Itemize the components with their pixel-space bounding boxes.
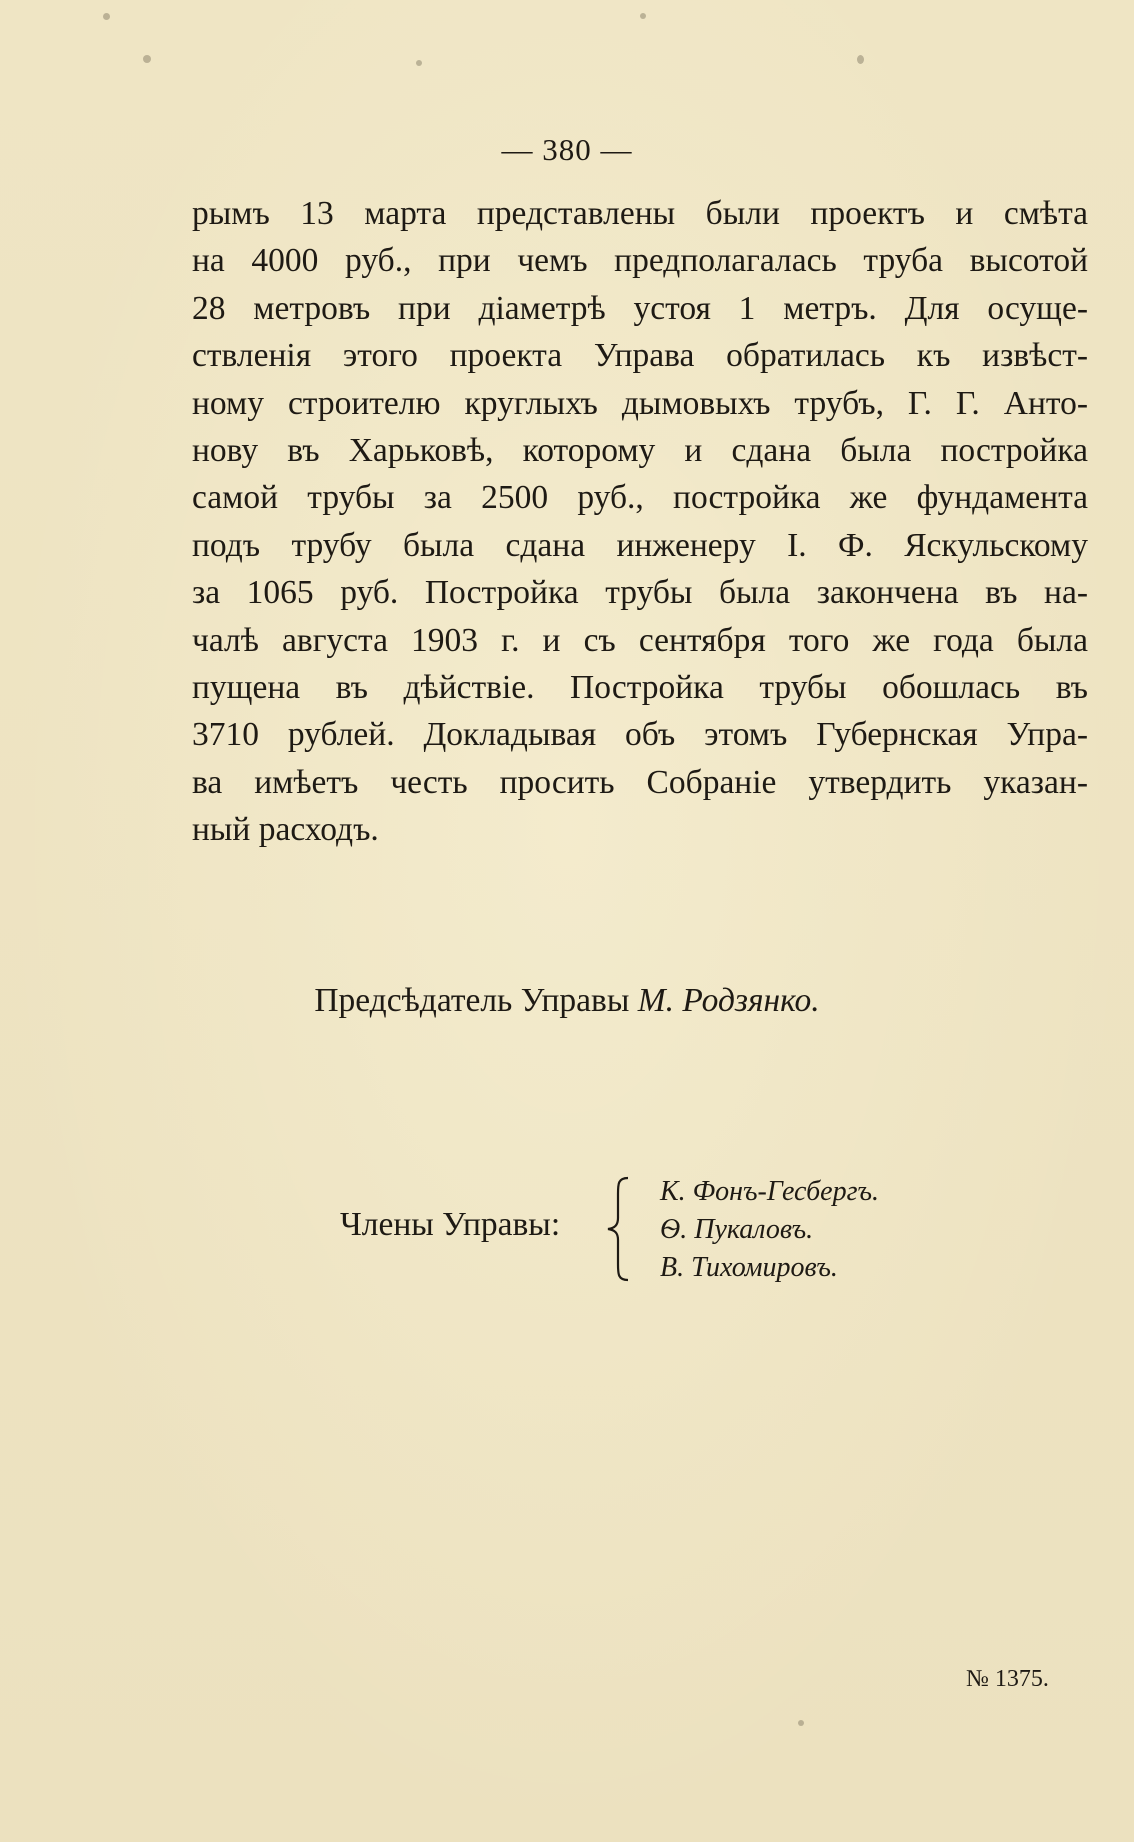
member-name: К. Фонъ-Гесбергъ. bbox=[660, 1176, 880, 1207]
text-line: ва имѣетъ честь просить Собраніе утвердить указан- bbox=[192, 763, 1088, 801]
ink-spot bbox=[416, 60, 422, 66]
text-line: нову въ Харьковѣ, которому и сдана была постройка bbox=[192, 431, 1088, 469]
text-line: рымъ 13 марта представлены были проектъ и смѣта bbox=[192, 195, 1088, 232]
body-paragraph bbox=[192, 190, 1088, 853]
text-line: 3710 рублей. Докладывая объ этомъ Губернская Упра- bbox=[192, 716, 1088, 754]
text-line: на 4000 руб., при чемъ предполагалась труба высотой bbox=[192, 242, 1088, 280]
text-line: пущена въ дѣйствіе. Постройка трубы обошлась въ bbox=[192, 668, 1088, 706]
page-number: — 380 — bbox=[501, 132, 633, 167]
member-name: В. Тихомировъ. bbox=[660, 1252, 838, 1283]
ink-spot bbox=[103, 13, 110, 20]
curly-brace-icon bbox=[604, 1176, 634, 1282]
text-line: ствленія этого проекта Управа обратилась къ извѣст- bbox=[192, 337, 1088, 375]
ink-spot bbox=[857, 55, 864, 64]
members-label: Члены Управы: bbox=[340, 1206, 561, 1243]
text-line: самой трубы за 2500 руб., постройка же фундамента bbox=[192, 479, 1088, 517]
board-members bbox=[340, 1176, 960, 1286]
text-line: ному строителю круглыхъ дымовыхъ трубъ, Г. Г. Анто- bbox=[192, 384, 1088, 422]
chairman-title: Предсѣдатель Управы bbox=[314, 982, 630, 1019]
member-name: Ѳ. Пукаловъ. bbox=[660, 1214, 814, 1245]
text-line: подъ трубу была сдана инженеру І. Ф. Яскульскому bbox=[192, 526, 1088, 564]
document-number: № 1375. bbox=[966, 1666, 1049, 1692]
text-line: 28 метровъ при діаметрѣ устоя 1 метръ. Для осуще- bbox=[192, 289, 1088, 327]
ink-spot bbox=[640, 13, 646, 19]
text-line: чалѣ августа 1903 г. и съ сентября того же года была bbox=[192, 621, 1088, 659]
ink-spot bbox=[143, 55, 151, 63]
text-line: за 1065 руб. Постройка трубы была закончена въ на- bbox=[192, 574, 1088, 612]
chairman-signature bbox=[0, 982, 1134, 1020]
chairman-name: М. Родзянко. bbox=[637, 982, 820, 1019]
text-line: ный расходъ. bbox=[192, 811, 379, 849]
ink-spot bbox=[798, 1720, 804, 1726]
